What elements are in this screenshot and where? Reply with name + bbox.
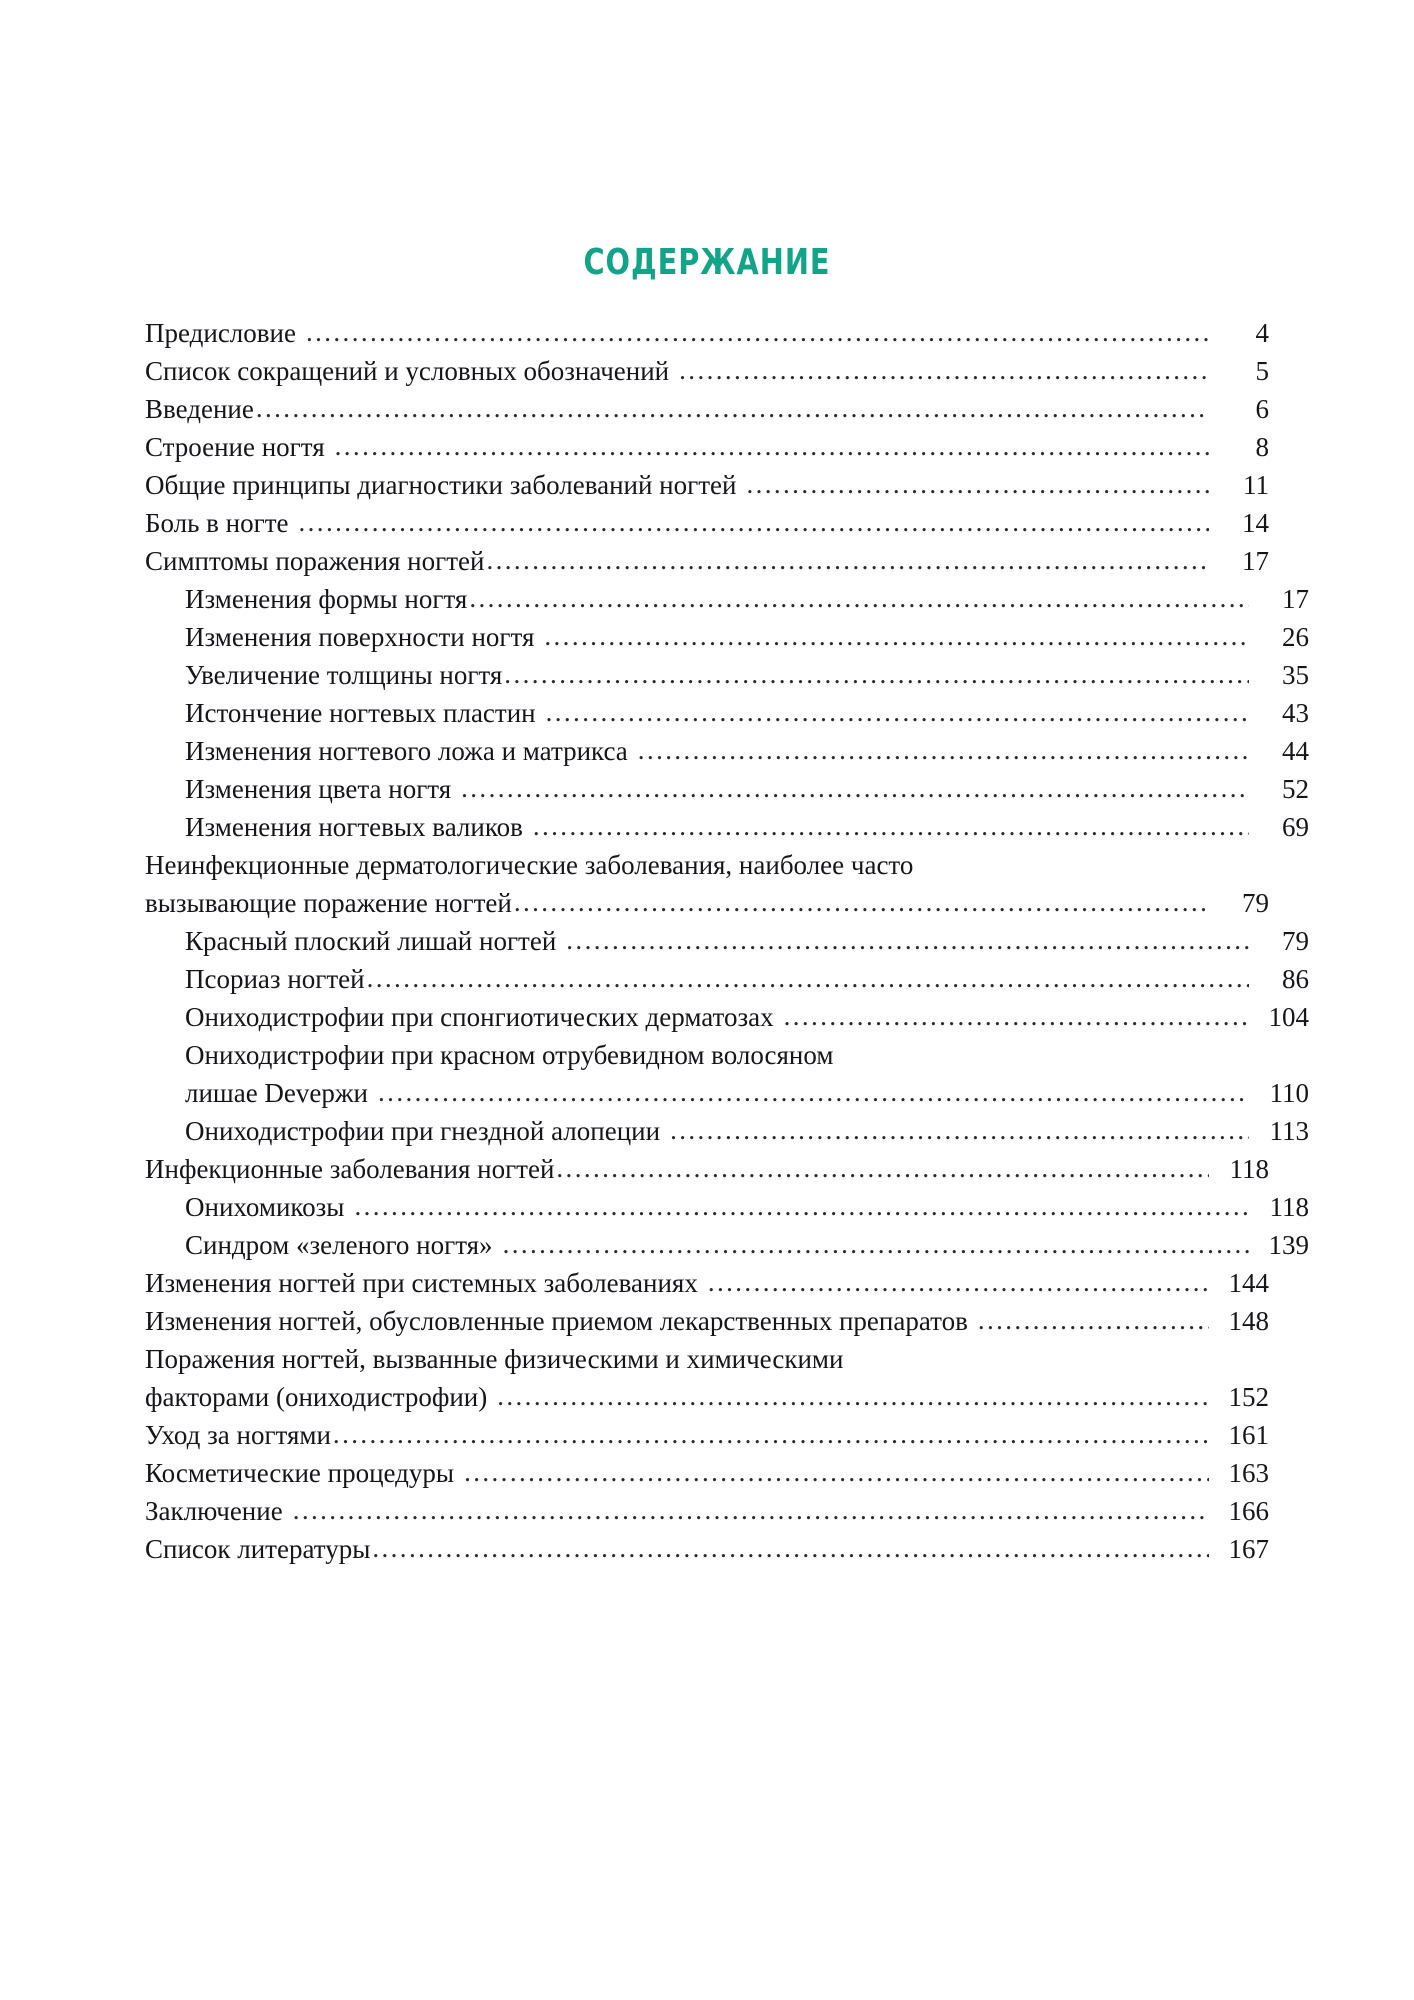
toc-leader-dots bbox=[372, 1535, 1209, 1562]
toc-entry-label: Синдром «зеленого ногтя» bbox=[185, 1230, 493, 1260]
toc-leader-dots bbox=[746, 471, 1209, 498]
toc-entry-spisok-literatury[interactable] bbox=[145, 1536, 1269, 1563]
toc-entry-page: 52 bbox=[1282, 774, 1309, 804]
toc-entry-page: 26 bbox=[1282, 622, 1309, 652]
toc-entry-label: Список сокращений и условных обозначений bbox=[145, 356, 670, 386]
toc-entry-page: 118 bbox=[1229, 1154, 1269, 1184]
toc-entry-label: Изменения ногтевых валиков bbox=[185, 812, 523, 842]
toc-entry-page: 17 bbox=[1242, 546, 1269, 576]
toc-entry-page: 69 bbox=[1282, 812, 1309, 842]
toc-leader-dots bbox=[335, 433, 1209, 460]
toc-entry-kosmeticheskie-procedury[interactable] bbox=[145, 1460, 1269, 1487]
toc-entry-izmeneniya-valikov[interactable] bbox=[145, 814, 1309, 841]
toc-entry-predislovie[interactable] bbox=[145, 320, 1269, 347]
toc-entry-porazheniya-fizicheskie[interactable] bbox=[145, 1384, 1269, 1411]
toc-entry-page: 110 bbox=[1269, 1078, 1309, 1108]
toc-entry-izmeneniya-poverhnosti[interactable] bbox=[145, 624, 1309, 651]
toc-entry-page: 144 bbox=[1228, 1268, 1269, 1298]
toc-entry-label: Уход за ногтями bbox=[145, 1420, 331, 1450]
toc-entry-izmeneniya-cveta[interactable] bbox=[145, 776, 1309, 803]
toc-entry-label: Введение bbox=[145, 394, 254, 424]
toc-entry-label: Симптомы поражения ногтей bbox=[145, 546, 485, 576]
toc-entry-page: 79 bbox=[1282, 926, 1309, 956]
toc-entry-porazheniya-fizicheskie-line1: Поражения ногтей, вызванные физическими и химическими bbox=[145, 1344, 844, 1374]
toc-entry-page: 6 bbox=[1255, 394, 1269, 424]
toc-entry-izmeneniya-lekarstvennye[interactable] bbox=[145, 1308, 1269, 1335]
toc-leader-dots bbox=[464, 1459, 1209, 1486]
toc-entry-page: 167 bbox=[1228, 1534, 1269, 1564]
toc-entry-bol-v-nogte[interactable] bbox=[145, 510, 1269, 537]
toc-leader-dots bbox=[461, 775, 1249, 802]
toc-entry-page: 11 bbox=[1243, 470, 1269, 500]
toc-entry-onihodistrofii-spongioticheskie[interactable] bbox=[145, 1004, 1309, 1031]
toc-entry-onihodistrofii-devergi-line1: Ониходистрофии при красном отрубевидном волосяном bbox=[185, 1040, 834, 1070]
toc-entry-obshchie-principy[interactable] bbox=[145, 472, 1269, 499]
toc-entry-label: Изменения поверхности ногтя bbox=[185, 622, 535, 652]
toc-entry-stroenie-nogtya[interactable] bbox=[145, 434, 1269, 461]
toc-entry-label: лишае Devержи bbox=[185, 1078, 369, 1108]
toc-entry-label: Косметические процедуры bbox=[145, 1458, 455, 1488]
toc-entry-label: вызывающие поражение ногтей bbox=[145, 888, 512, 918]
toc-entry-label: Общие принципы диагностики заболеваний ногтей bbox=[145, 470, 737, 500]
toc-entry-neinfekcionnye-line1: Неинфекционные дерматологические заболевания, наиболее часто bbox=[145, 850, 914, 880]
toc-entry-label: Инфекционные заболевания ногтей bbox=[145, 1154, 555, 1184]
toc-entry-onihodistrofii-devergi[interactable] bbox=[145, 1080, 1309, 1107]
toc-leader-dots bbox=[784, 1003, 1249, 1030]
toc-entry-label: факторами (ониходистрофии) bbox=[145, 1382, 488, 1412]
toc-entry-label: Красный плоский лишай ногтей bbox=[185, 926, 557, 956]
toc-entry-label: Боль в ногте bbox=[145, 508, 289, 538]
toc-leader-dots bbox=[503, 1231, 1249, 1258]
toc-entry-izmeneniya-formy[interactable] bbox=[145, 586, 1309, 613]
toc-leader-dots bbox=[256, 395, 1209, 422]
toc-entry-onihodistrofii-alopeciya[interactable] bbox=[145, 1118, 1309, 1145]
toc-entry-page: 166 bbox=[1228, 1496, 1269, 1526]
toc-entry-page: 113 bbox=[1269, 1116, 1309, 1146]
toc-leader-dots bbox=[306, 319, 1209, 346]
toc-list bbox=[145, 318, 1309, 1574]
toc-leader-dots bbox=[544, 623, 1249, 650]
toc-entry-uvelichenie-tolshchiny[interactable] bbox=[145, 662, 1309, 689]
toc-leader-dots bbox=[293, 1497, 1209, 1524]
toc-leader-dots bbox=[299, 509, 1210, 536]
toc-entry-label: Истончение ногтевых пластин bbox=[185, 698, 536, 728]
toc-entry-izmeneniya-lozha-matriksa[interactable] bbox=[145, 738, 1309, 765]
toc-leader-dots bbox=[638, 737, 1249, 764]
toc-entry-label: Предисловие bbox=[145, 318, 296, 348]
toc-entry-page: 4 bbox=[1255, 318, 1269, 348]
toc-entry-page: 44 bbox=[1282, 736, 1309, 766]
toc-leader-dots bbox=[514, 889, 1209, 916]
toc-entry-infekcionnye-zabolevaniya[interactable] bbox=[145, 1156, 1269, 1183]
toc-entry-page: 8 bbox=[1255, 432, 1269, 462]
toc-entry-zaklyuchenie[interactable] bbox=[145, 1498, 1269, 1525]
toc-entry-page: 163 bbox=[1228, 1458, 1269, 1488]
toc-leader-dots bbox=[333, 1421, 1209, 1448]
toc-leader-dots bbox=[486, 547, 1209, 574]
toc-entry-page: 139 bbox=[1268, 1230, 1309, 1260]
toc-entry-label: Изменения цвета ногтя bbox=[185, 774, 452, 804]
toc-entry-vvedenie[interactable] bbox=[145, 396, 1269, 423]
toc-leader-dots bbox=[378, 1079, 1249, 1106]
toc-leader-dots bbox=[556, 1155, 1209, 1182]
toc-entry-izmeneniya-sistemnye[interactable] bbox=[145, 1270, 1269, 1297]
toc-entry-label: Изменения ногтей, обусловленные приемом лекарственных препаратов bbox=[145, 1306, 968, 1336]
toc-leader-dots bbox=[679, 357, 1209, 384]
toc-entry-label: Ониходистрофии при спонгиотических дерматозах bbox=[185, 1002, 774, 1032]
toc-entry-page: 17 bbox=[1282, 584, 1309, 614]
toc-entry-psoriaz-nogtej[interactable] bbox=[145, 966, 1309, 993]
toc-entry-page: 104 bbox=[1268, 1002, 1309, 1032]
toc-entry-page: 118 bbox=[1269, 1192, 1309, 1222]
page-title: СОДЕРЖАНИЕ bbox=[583, 242, 831, 283]
toc-leader-dots bbox=[546, 699, 1249, 726]
toc-leader-dots bbox=[708, 1269, 1209, 1296]
toc-entry-label: Строение ногтя bbox=[145, 432, 325, 462]
toc-entry-page: 148 bbox=[1228, 1306, 1269, 1336]
toc-entry-krasnyj-ploskij-lishaj[interactable] bbox=[145, 928, 1309, 955]
toc-entry-label: Изменения ногтевого ложа и матрикса bbox=[185, 736, 628, 766]
toc-entry-label: Заключение bbox=[145, 1496, 283, 1526]
toc-entry-label: Изменения формы ногтя bbox=[185, 584, 468, 614]
toc-entry-neinfekcionnye[interactable] bbox=[145, 890, 1269, 917]
toc-entry-page: 79 bbox=[1242, 888, 1269, 918]
toc-entry-onihomikozy[interactable] bbox=[145, 1194, 1309, 1221]
toc-leader-dots bbox=[533, 813, 1249, 840]
toc-entry-label: Псориаз ногтей bbox=[185, 964, 365, 994]
toc-entry-page: 14 bbox=[1242, 508, 1269, 538]
toc-leader-dots bbox=[367, 965, 1249, 992]
toc-leader-dots bbox=[354, 1193, 1249, 1220]
toc-entry-sindrom-zelenogo-nogtya[interactable] bbox=[145, 1232, 1309, 1259]
toc-entry-page: 86 bbox=[1282, 964, 1309, 994]
toc-entry-page: 43 bbox=[1282, 698, 1309, 728]
toc-entry-label: Ониходистрофии при гнездной алопеции bbox=[185, 1116, 661, 1146]
toc-leader-dots bbox=[497, 1383, 1209, 1410]
toc-leader-dots bbox=[670, 1117, 1249, 1144]
toc-leader-dots bbox=[504, 661, 1249, 688]
toc-leader-dots bbox=[978, 1307, 1209, 1334]
toc-entry-page: 35 bbox=[1282, 660, 1309, 690]
toc-entry-page: 152 bbox=[1228, 1382, 1269, 1412]
toc-entry-label: Изменения ногтей при системных заболеваниях bbox=[145, 1268, 698, 1298]
toc-entry-page: 5 bbox=[1255, 356, 1269, 386]
toc-leader-dots bbox=[566, 927, 1249, 954]
toc-leader-dots bbox=[469, 585, 1249, 612]
toc-entry-spisok-sokrashchenij[interactable] bbox=[145, 358, 1269, 385]
toc-entry-istonchenie-plastin[interactable] bbox=[145, 700, 1309, 727]
toc-entry-label: Онихомикозы bbox=[185, 1192, 345, 1222]
toc-entry-simptomy-porazheniya[interactable] bbox=[145, 548, 1269, 575]
toc-entry-label: Увеличение толщины ногтя bbox=[185, 660, 503, 690]
toc-entry-page: 161 bbox=[1228, 1420, 1269, 1450]
toc-entry-label: Список литературы bbox=[145, 1534, 371, 1564]
toc-entry-uhod-za-nogtyami[interactable] bbox=[145, 1422, 1269, 1449]
